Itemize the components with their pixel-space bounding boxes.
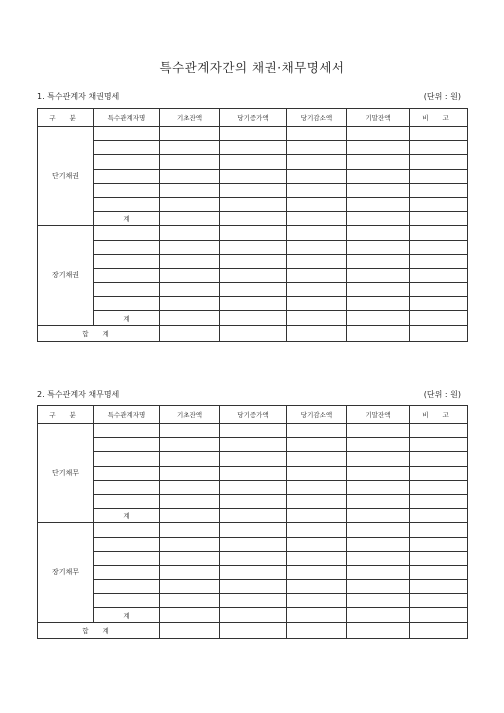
subtotal-cell[interactable] xyxy=(287,212,347,226)
table-row xyxy=(38,452,468,466)
data-cell[interactable] xyxy=(160,297,220,311)
table-row xyxy=(38,608,468,622)
column-header: 당기증가액 xyxy=(220,406,287,424)
subtotal-cell[interactable] xyxy=(347,509,410,523)
data-cell[interactable] xyxy=(410,197,468,211)
data-cell[interactable] xyxy=(220,565,287,579)
table-row xyxy=(38,155,468,169)
data-cell[interactable] xyxy=(287,254,347,268)
data-cell[interactable] xyxy=(94,169,160,183)
data-cell[interactable] xyxy=(94,183,160,197)
data-cell[interactable] xyxy=(94,268,160,282)
data-cell[interactable] xyxy=(160,438,220,452)
data-cell[interactable] xyxy=(220,452,287,466)
data-cell[interactable] xyxy=(347,494,410,508)
table-row xyxy=(38,254,468,268)
data-cell[interactable] xyxy=(94,254,160,268)
data-cell[interactable] xyxy=(347,226,410,240)
column-header: 구 분 xyxy=(38,109,94,127)
table-row xyxy=(38,212,468,226)
subtotal-cell[interactable] xyxy=(347,608,410,622)
data-cell[interactable] xyxy=(347,127,410,141)
data-cell[interactable] xyxy=(347,480,410,494)
table-row xyxy=(38,424,468,438)
data-cell[interactable] xyxy=(287,141,347,155)
table-row xyxy=(38,565,468,579)
column-header: 비 고 xyxy=(410,406,468,424)
data-cell[interactable] xyxy=(220,197,287,211)
table-row xyxy=(38,594,468,608)
total-cell[interactable] xyxy=(347,325,410,341)
data-cell[interactable] xyxy=(94,141,160,155)
data-cell[interactable] xyxy=(220,438,287,452)
data-cell[interactable] xyxy=(94,523,160,537)
data-cell[interactable] xyxy=(94,424,160,438)
table-row xyxy=(38,141,468,155)
data-cell[interactable] xyxy=(287,424,347,438)
table-row xyxy=(38,268,468,282)
data-cell[interactable] xyxy=(220,240,287,254)
header-row xyxy=(38,109,468,127)
data-cell[interactable] xyxy=(160,183,220,197)
data-cell[interactable] xyxy=(287,565,347,579)
data-cell[interactable] xyxy=(94,537,160,551)
data-cell[interactable] xyxy=(94,127,160,141)
data-cell[interactable] xyxy=(347,523,410,537)
table-row xyxy=(38,311,468,325)
subtotal-cell[interactable] xyxy=(347,311,410,325)
group-label: 장기채권 xyxy=(38,226,94,325)
subtotal-cell[interactable] xyxy=(410,311,468,325)
total-cell[interactable] xyxy=(347,622,410,638)
subtotal-cell[interactable] xyxy=(160,212,220,226)
data-cell[interactable] xyxy=(410,226,468,240)
data-cell[interactable] xyxy=(94,438,160,452)
group-label: 단기채무 xyxy=(38,424,94,523)
data-cell[interactable] xyxy=(160,494,220,508)
total-cell[interactable] xyxy=(220,622,287,638)
data-cell[interactable] xyxy=(410,254,468,268)
column-header: 당기감소액 xyxy=(287,406,347,424)
data-cell[interactable] xyxy=(160,551,220,565)
data-cell[interactable] xyxy=(160,155,220,169)
table-row xyxy=(38,466,468,480)
data-cell[interactable] xyxy=(220,169,287,183)
subtotal-cell[interactable] xyxy=(410,212,468,226)
data-cell[interactable] xyxy=(220,594,287,608)
data-cell[interactable] xyxy=(287,226,347,240)
subtotal-cell[interactable] xyxy=(347,212,410,226)
subtotal-cell[interactable] xyxy=(220,509,287,523)
data-cell[interactable] xyxy=(94,594,160,608)
data-cell[interactable] xyxy=(410,268,468,282)
data-cell[interactable] xyxy=(410,565,468,579)
table-row xyxy=(38,226,468,240)
data-cell[interactable] xyxy=(347,141,410,155)
data-cell[interactable] xyxy=(94,226,160,240)
section-1-heading: 1. 특수관계자 채권명세 xyxy=(37,92,120,101)
total-cell[interactable] xyxy=(160,325,220,341)
data-cell[interactable] xyxy=(410,169,468,183)
column-header: 특수관계자명 xyxy=(94,406,160,424)
data-cell[interactable] xyxy=(220,155,287,169)
data-cell[interactable] xyxy=(287,452,347,466)
form-title: 특수관계자간의 채권·채무명세서 xyxy=(159,60,345,75)
data-cell[interactable] xyxy=(347,551,410,565)
table-row xyxy=(38,537,468,551)
data-cell[interactable] xyxy=(220,480,287,494)
data-cell[interactable] xyxy=(160,169,220,183)
subtotal-cell[interactable] xyxy=(220,311,287,325)
data-cell[interactable] xyxy=(287,494,347,508)
data-cell[interactable] xyxy=(160,127,220,141)
table-row xyxy=(38,197,468,211)
data-cell[interactable] xyxy=(410,452,468,466)
data-cell[interactable] xyxy=(347,594,410,608)
data-cell[interactable] xyxy=(287,594,347,608)
data-cell[interactable] xyxy=(220,141,287,155)
subtotal-cell[interactable] xyxy=(220,212,287,226)
data-cell[interactable] xyxy=(410,283,468,297)
data-cell[interactable] xyxy=(94,283,160,297)
data-cell[interactable] xyxy=(347,452,410,466)
data-cell[interactable] xyxy=(160,226,220,240)
data-cell[interactable] xyxy=(160,141,220,155)
data-cell[interactable] xyxy=(410,424,468,438)
data-cell[interactable] xyxy=(220,551,287,565)
subtotal-cell[interactable] xyxy=(160,509,220,523)
data-cell[interactable] xyxy=(94,480,160,494)
data-cell[interactable] xyxy=(347,183,410,197)
data-cell[interactable] xyxy=(160,565,220,579)
data-cell[interactable] xyxy=(160,466,220,480)
table-row xyxy=(38,169,468,183)
table-row xyxy=(38,480,468,494)
column-header: 기말잔액 xyxy=(347,109,410,127)
data-cell[interactable] xyxy=(347,537,410,551)
receivables-table xyxy=(37,108,468,342)
payables-table xyxy=(37,405,468,639)
total-cell[interactable] xyxy=(287,325,347,341)
table-row xyxy=(38,438,468,452)
data-cell[interactable] xyxy=(94,197,160,211)
column-header: 구 분 xyxy=(38,406,94,424)
total-label: 합 계 xyxy=(38,622,160,638)
data-cell[interactable] xyxy=(160,523,220,537)
total-cell[interactable] xyxy=(287,622,347,638)
data-cell[interactable] xyxy=(160,197,220,211)
total-cell[interactable] xyxy=(410,622,468,638)
data-cell[interactable] xyxy=(347,565,410,579)
data-cell[interactable] xyxy=(287,197,347,211)
column-header: 기말잔액 xyxy=(347,406,410,424)
subtotal-cell[interactable] xyxy=(287,311,347,325)
data-cell[interactable] xyxy=(410,594,468,608)
section-1-unit: (단위 : 원) xyxy=(423,92,461,101)
data-cell[interactable] xyxy=(220,254,287,268)
data-cell[interactable] xyxy=(94,494,160,508)
data-cell[interactable] xyxy=(220,424,287,438)
data-cell[interactable] xyxy=(220,494,287,508)
subtotal-cell[interactable] xyxy=(160,608,220,622)
data-cell[interactable] xyxy=(160,240,220,254)
data-cell[interactable] xyxy=(410,494,468,508)
column-header: 비 고 xyxy=(410,109,468,127)
data-cell[interactable] xyxy=(347,580,410,594)
data-cell[interactable] xyxy=(410,438,468,452)
data-cell[interactable] xyxy=(410,297,468,311)
data-cell[interactable] xyxy=(160,268,220,282)
column-header: 특수관계자명 xyxy=(94,109,160,127)
section-2-heading: 2. 특수관계자 채무명세 xyxy=(37,390,120,399)
data-cell[interactable] xyxy=(220,183,287,197)
data-cell[interactable] xyxy=(287,169,347,183)
data-cell[interactable] xyxy=(347,466,410,480)
data-cell[interactable] xyxy=(220,127,287,141)
data-cell[interactable] xyxy=(287,183,347,197)
subtotal-label: 계 xyxy=(94,608,160,622)
column-header: 기초잔액 xyxy=(160,406,220,424)
data-cell[interactable] xyxy=(220,226,287,240)
subtotal-cell[interactable] xyxy=(410,509,468,523)
data-cell[interactable] xyxy=(220,268,287,282)
data-cell[interactable] xyxy=(347,268,410,282)
subtotal-cell[interactable] xyxy=(160,311,220,325)
data-cell[interactable] xyxy=(287,551,347,565)
table-row xyxy=(38,580,468,594)
data-cell[interactable] xyxy=(287,466,347,480)
data-cell[interactable] xyxy=(410,551,468,565)
data-cell[interactable] xyxy=(94,297,160,311)
data-cell[interactable] xyxy=(94,580,160,594)
table-row xyxy=(38,551,468,565)
data-cell[interactable] xyxy=(410,155,468,169)
data-cell[interactable] xyxy=(347,283,410,297)
data-cell[interactable] xyxy=(347,424,410,438)
table-row xyxy=(38,523,468,537)
group-label: 단기채권 xyxy=(38,127,94,226)
data-cell[interactable] xyxy=(347,155,410,169)
data-cell[interactable] xyxy=(287,127,347,141)
column-header: 기초잔액 xyxy=(160,109,220,127)
table-row xyxy=(38,183,468,197)
data-cell[interactable] xyxy=(287,297,347,311)
data-cell[interactable] xyxy=(410,183,468,197)
data-cell[interactable] xyxy=(220,537,287,551)
data-cell[interactable] xyxy=(94,452,160,466)
data-cell[interactable] xyxy=(220,297,287,311)
data-cell[interactable] xyxy=(160,283,220,297)
data-cell[interactable] xyxy=(347,438,410,452)
data-cell[interactable] xyxy=(287,283,347,297)
data-cell[interactable] xyxy=(94,565,160,579)
subtotal-cell[interactable] xyxy=(410,608,468,622)
subtotal-cell[interactable] xyxy=(220,608,287,622)
data-cell[interactable] xyxy=(287,580,347,594)
data-cell[interactable] xyxy=(94,155,160,169)
subtotal-label: 계 xyxy=(94,311,160,325)
data-cell[interactable] xyxy=(94,466,160,480)
data-cell[interactable] xyxy=(287,155,347,169)
table-row xyxy=(38,297,468,311)
data-cell[interactable] xyxy=(220,580,287,594)
section-2-unit: (단위 : 원) xyxy=(423,390,461,399)
table-row xyxy=(38,494,468,508)
data-cell[interactable] xyxy=(347,169,410,183)
data-cell[interactable] xyxy=(160,480,220,494)
column-header: 당기감소액 xyxy=(287,109,347,127)
table-row xyxy=(38,240,468,254)
data-cell[interactable] xyxy=(347,197,410,211)
data-cell[interactable] xyxy=(160,537,220,551)
subtotal-cell[interactable] xyxy=(287,509,347,523)
data-cell[interactable] xyxy=(347,240,410,254)
data-cell[interactable] xyxy=(160,594,220,608)
data-cell[interactable] xyxy=(410,127,468,141)
data-cell[interactable] xyxy=(410,141,468,155)
subtotal-cell[interactable] xyxy=(287,608,347,622)
data-cell[interactable] xyxy=(410,240,468,254)
column-header: 당기증가액 xyxy=(220,109,287,127)
data-cell[interactable] xyxy=(94,240,160,254)
data-cell[interactable] xyxy=(220,523,287,537)
data-cell[interactable] xyxy=(410,580,468,594)
data-cell[interactable] xyxy=(347,297,410,311)
table-row xyxy=(38,283,468,297)
data-cell[interactable] xyxy=(287,438,347,452)
data-cell[interactable] xyxy=(287,268,347,282)
data-cell[interactable] xyxy=(160,254,220,268)
data-cell[interactable] xyxy=(410,523,468,537)
table-row xyxy=(38,127,468,141)
data-cell[interactable] xyxy=(287,537,347,551)
total-cell[interactable] xyxy=(160,622,220,638)
data-cell[interactable] xyxy=(287,523,347,537)
data-cell[interactable] xyxy=(160,452,220,466)
data-cell[interactable] xyxy=(410,537,468,551)
data-cell[interactable] xyxy=(220,466,287,480)
subtotal-label: 계 xyxy=(94,509,160,523)
data-cell[interactable] xyxy=(410,466,468,480)
total-cell[interactable] xyxy=(410,325,468,341)
table-row xyxy=(38,509,468,523)
total-label: 합 계 xyxy=(38,325,160,341)
total-row xyxy=(38,325,468,341)
data-cell[interactable] xyxy=(94,551,160,565)
data-cell[interactable] xyxy=(220,283,287,297)
total-cell[interactable] xyxy=(220,325,287,341)
data-cell[interactable] xyxy=(410,480,468,494)
total-row xyxy=(38,622,468,638)
data-cell[interactable] xyxy=(287,480,347,494)
data-cell[interactable] xyxy=(160,580,220,594)
subtotal-label: 계 xyxy=(94,212,160,226)
data-cell[interactable] xyxy=(160,424,220,438)
data-cell[interactable] xyxy=(347,254,410,268)
data-cell[interactable] xyxy=(287,240,347,254)
header-row xyxy=(38,406,468,424)
group-label: 장기채무 xyxy=(38,523,94,622)
